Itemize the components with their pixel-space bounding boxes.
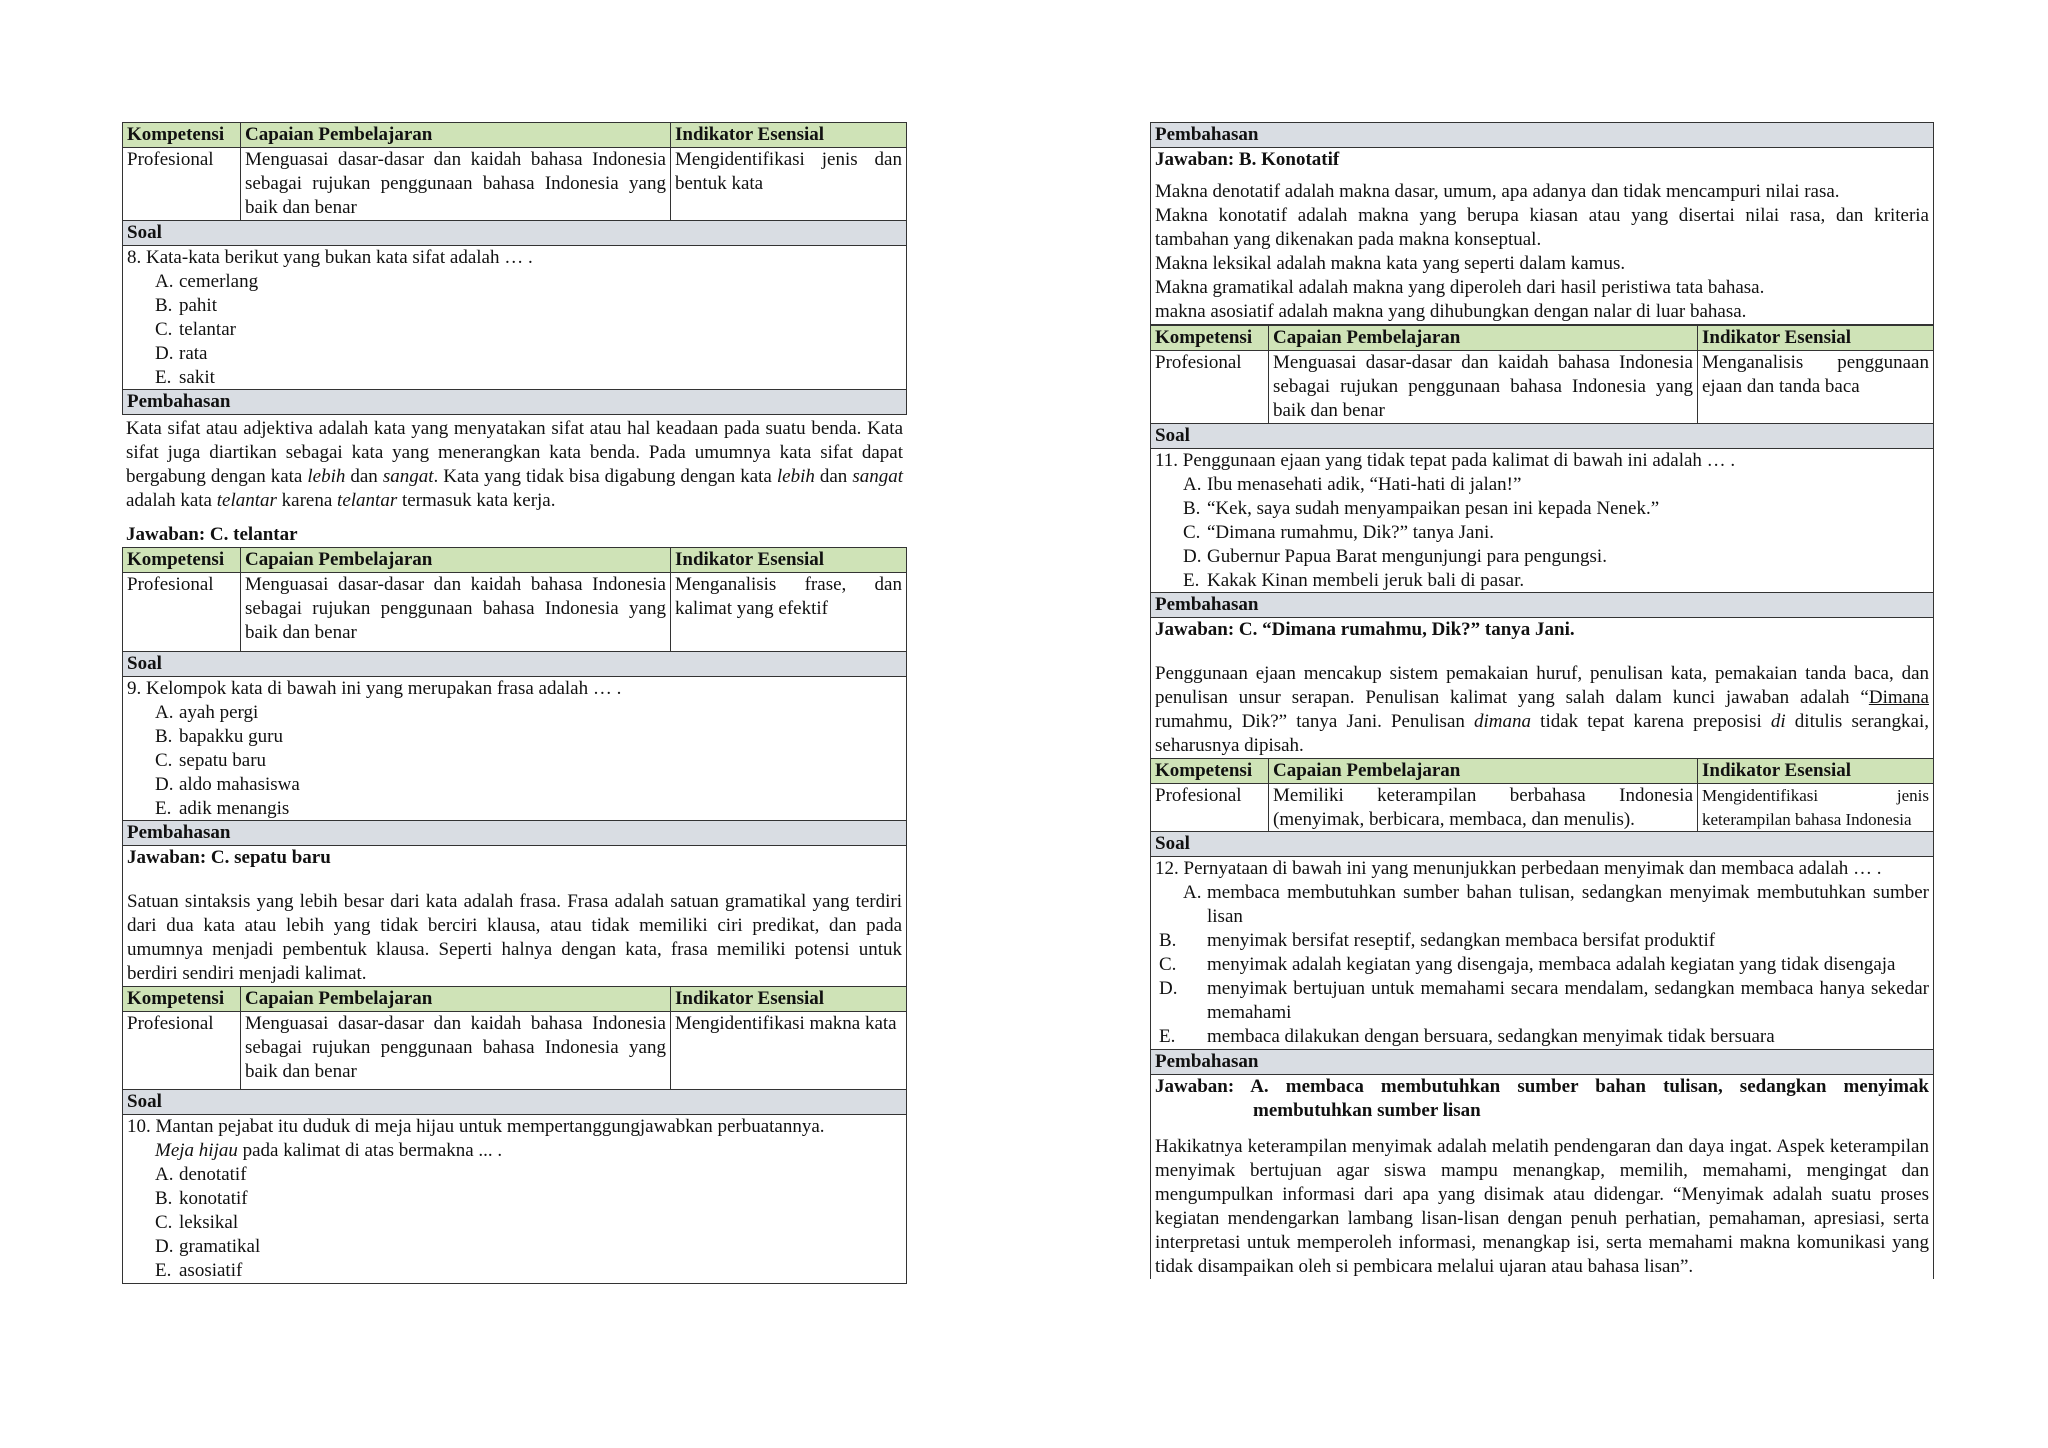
- option-c: C. leksikal: [155, 1212, 239, 1233]
- header-kompetensi: Kompetensi: [1151, 326, 1269, 351]
- cell-indikator: Menganalisis penggunaan ejaan dan tanda baca: [1698, 351, 1934, 424]
- explanation-line: Makna konotatif adalah makna yang berupa kiasan atau yang disertai nilai rasa, dan kriteria tambahan yang dikenakan pada makna konseptual.: [1155, 205, 1929, 250]
- question-9: [122, 677, 907, 822]
- soal-label: Soal: [122, 1089, 907, 1115]
- option-e: E. asosiatif: [155, 1260, 243, 1281]
- option-d: D. menyimak bertujuan untuk memahami secara mendalam, sedangkan membaca hanya sekedar memahami: [1159, 978, 1929, 1023]
- soal-label: Soal: [1150, 831, 1934, 857]
- question-text: 8. Kata-kata berikut yang bukan kata sifat adalah … .: [127, 246, 533, 268]
- competency-table-3: [122, 986, 907, 1091]
- cell-kompetensi: Profesional: [123, 573, 241, 652]
- header-kompetensi: Kompetensi: [1151, 758, 1269, 783]
- question-8: [122, 246, 907, 391]
- explanation-text: Penggunaan ejaan mencakup sistem pemakaian huruf, penulisan kata, pemakaian tanda baca, dan penulisan unsur serapan. Penulisan kalimat yang salah dalam kunci jawaban adalah “Dimana rumahmu, Dik?” tanya Jani. Penulisan dimana tidak tepat karena preposisi di ditulis serangkai, seharusnya dipisah.: [1155, 663, 1929, 756]
- question-11: [1150, 449, 1934, 594]
- option-b: B. menyimak bersifat reseptif, sedangkan membaca bersifat produktif: [1159, 930, 1716, 951]
- question-10: [122, 1115, 907, 1284]
- question-text: 12. Pernyataan di bawah ini yang menunjukkan perbedaan menyimak dan membaca adalah … .: [1155, 858, 1882, 879]
- option-e: E. adik menangis: [155, 797, 290, 819]
- explanation-text: Satuan sintaksis yang lebih besar dari kata adalah frasa. Frasa adalah satuan gramatikal yang terdiri dari dua kata atau lebih yang tidak berciri klausa, atau tidak memiliki ciri predikat, dan pada umumnya menjadi pembentuk klausa. Seperti halnya dengan kata, frasa memiliki potensi untuk berdiri sendiri menjadi kalimat.: [127, 891, 902, 984]
- header-indikator: Indikator Esensial: [671, 986, 907, 1011]
- cell-kompetensi: Profesional: [123, 148, 241, 221]
- option-d: D. aldo mahasiswa: [155, 773, 300, 795]
- question-text-2: Meja hijau pada kalimat di atas bermakna ... .: [155, 1140, 503, 1161]
- explanation-10: [1150, 148, 1934, 325]
- explanation-line: Makna leksikal adalah makna kata yang seperti dalam kamus.: [1155, 253, 1626, 274]
- pembahasan-label: Pembahasan: [122, 820, 907, 846]
- cell-kompetensi: Profesional: [123, 1011, 241, 1090]
- option-d: D. rata: [155, 342, 208, 364]
- question-12: [1150, 857, 1934, 1050]
- option-a: A. denotatif: [155, 1164, 247, 1185]
- explanation-8: [122, 415, 907, 547]
- option-list: [127, 270, 902, 390]
- explanation-12: [1150, 1075, 1934, 1279]
- header-kompetensi: Kompetensi: [123, 548, 241, 573]
- option-a: A. ayah pergi: [155, 701, 259, 723]
- soal-label: Soal: [1150, 423, 1934, 449]
- cell-capaian: Memiliki keterampilan berbahasa Indonesia (menyimak, berbicara, membaca, dan menulis).: [1269, 783, 1698, 832]
- pembahasan-label: Pembahasan: [1150, 122, 1934, 148]
- option-c: C. telantar: [155, 318, 236, 340]
- cell-kompetensi: Profesional: [1151, 783, 1269, 832]
- option-b: B. pahit: [155, 294, 217, 316]
- cell-indikator: Menganalisis frase, dan kalimat yang efektif: [671, 573, 907, 652]
- cell-indikator: Mengidentifikasi makna kata: [671, 1011, 907, 1090]
- cell-kompetensi: Profesional: [1151, 351, 1269, 424]
- competency-table-1: [122, 122, 907, 221]
- explanation-9: [122, 846, 907, 987]
- header-indikator: Indikator Esensial: [671, 548, 907, 573]
- header-capaian: Capaian Pembelajaran: [241, 986, 671, 1011]
- explanation-11: [1150, 618, 1934, 759]
- question-text: 11. Penggunaan ejaan yang tidak tepat pada kalimat di bawah ini adalah … .: [1155, 449, 1736, 471]
- cell-indikator: Mengidentifikasi jenis keterampilan bahasa Indonesia: [1698, 783, 1934, 832]
- header-indikator: Indikator Esensial: [1698, 758, 1934, 783]
- option-list: [1155, 473, 1929, 593]
- question-text: 10. Mantan pejabat itu duduk di meja hijau untuk mempertanggungjawabkan perbuatannya.: [127, 1116, 825, 1137]
- header-indikator: Indikator Esensial: [1698, 326, 1934, 351]
- answer-10: Jawaban: B. Konotatif: [1155, 149, 1340, 170]
- explanation-line: Makna gramatikal adalah makna yang diperoleh dari hasil peristiwa tata bahasa.: [1155, 277, 1765, 298]
- soal-label: Soal: [122, 651, 907, 677]
- option-list: [1155, 881, 1929, 1049]
- answer-11: Jawaban: C. “Dimana rumahmu, Dik?” tanya Jani.: [1155, 619, 1575, 640]
- option-c: C. sepatu baru: [155, 749, 267, 771]
- header-indikator: Indikator Esensial: [671, 123, 907, 148]
- option-b: B. bapakku guru: [155, 725, 283, 747]
- option-a: A. membaca membutuhkan sumber bahan tulisan, sedangkan menyimak membutuhkan sumber lisan: [1183, 882, 1929, 927]
- competency-table-2: [122, 547, 907, 652]
- option-b: B. “Kek, saya sudah menyampaikan pesan ini kepada Nenek.”: [1183, 497, 1660, 519]
- header-capaian: Capaian Pembelajaran: [1269, 758, 1698, 783]
- right-page: [1150, 122, 1934, 1279]
- explanation-line: makna asosiatif adalah makna yang dihubungkan dengan nalar di luar bahasa.: [1155, 301, 1747, 322]
- answer-12: Jawaban: A. membaca membutuhkan sumber bahan tulisan, sedangkan menyimak membutuhkan sumber lisan: [1155, 1075, 1929, 1121]
- option-e: E. Kakak Kinan membeli jeruk bali di pasar.: [1183, 569, 1525, 591]
- cell-capaian: Menguasai dasar-dasar dan kaidah bahasa Indonesia sebagai rujukan penggunaan bahasa Indonesia yang baik dan benar: [241, 573, 671, 652]
- left-page: [122, 122, 907, 1284]
- header-capaian: Capaian Pembelajaran: [241, 123, 671, 148]
- option-a: A. cemerlang: [155, 270, 259, 292]
- option-e: E. membaca dilakukan dengan bersuara, sedangkan menyimak tidak bersuara: [1159, 1026, 1775, 1047]
- option-b: B. konotatif: [155, 1188, 248, 1209]
- option-e: E. sakit: [155, 366, 215, 388]
- option-list: [127, 1163, 902, 1283]
- answer-9: Jawaban: C. sepatu baru: [127, 847, 331, 868]
- cell-capaian: Menguasai dasar-dasar dan kaidah bahasa Indonesia sebagai rujukan penggunaan bahasa Indonesia yang baik dan benar: [241, 148, 671, 221]
- option-a: A. Ibu menasehati adik, “Hati-hati di jalan!”: [1183, 473, 1522, 495]
- pembahasan-label: Pembahasan: [1150, 1049, 1934, 1075]
- pembahasan-label: Pembahasan: [1150, 592, 1934, 618]
- explanation-text: Kata sifat atau adjektiva adalah kata yang menyatakan sifat atau hal keadaan pada suatu benda. Kata sifat juga diartikan sebagai kata yang menerangkan kata benda. Pada umumnya kata sifat dapat bergabung dengan kata lebih dan sangat. Kata yang tidak bisa digabung dengan kata lebih dan sangat adalah kata telantar karena telantar termasuk kata kerja.: [126, 418, 903, 511]
- cell-indikator: Mengidentifikasi jenis dan bentuk kata: [671, 148, 907, 221]
- explanation-line: Makna denotatif adalah makna dasar, umum, apa adanya dan tidak mencampuri nilai rasa.: [1155, 181, 1840, 202]
- header-capaian: Capaian Pembelajaran: [1269, 326, 1698, 351]
- explanation-text: Hakikatnya keterampilan menyimak adalah melatih pendengaran dan daya ingat. Aspek keterampilan menyimak bertujuan agar siswa mampu menangkap, memilih, memahami, mengingat dan mengumpulkan informasi dari apa yang disimak atau didengar. “Menyimak adalah suatu proses kegiatan mendengarkan lambang lisan-lisan dengan penuh perhatian, pemahaman, apresiasi, serta interpretasi untuk memperoleh informasi, menangkap isi, serta memahami makna komunikasi yang tidak disampaikan oleh si pembicara melalui ujaran atau bahasa lisan”.: [1155, 1135, 1929, 1277]
- cell-capaian: Menguasai dasar-dasar dan kaidah bahasa Indonesia sebagai rujukan penggunaan bahasa Indonesia yang baik dan benar: [1269, 351, 1698, 424]
- cell-capaian: Menguasai dasar-dasar dan kaidah bahasa Indonesia sebagai rujukan penggunaan bahasa Indonesia yang baik dan benar: [241, 1011, 671, 1090]
- option-c: C. menyimak adalah kegiatan yang disengaja, membaca adalah kegiatan yang tidak disengaja: [1159, 954, 1896, 975]
- header-capaian: Capaian Pembelajaran: [241, 548, 671, 573]
- question-text: 9. Kelompok kata di bawah ini yang merupakan frasa adalah … .: [127, 677, 622, 699]
- option-d: D. gramatikal: [155, 1236, 261, 1257]
- option-c: C. “Dimana rumahmu, Dik?” tanya Jani.: [1183, 521, 1495, 543]
- pembahasan-label: Pembahasan: [122, 389, 907, 415]
- competency-table-4: [1150, 325, 1934, 424]
- answer-8: Jawaban: C. telantar: [126, 524, 298, 545]
- header-kompetensi: Kompetensi: [123, 986, 241, 1011]
- option-d: D. Gubernur Papua Barat mengunjungi para pengungsi.: [1183, 545, 1607, 567]
- soal-label: Soal: [122, 220, 907, 246]
- option-list: [127, 701, 902, 821]
- header-kompetensi: Kompetensi: [123, 123, 241, 148]
- competency-table-5: [1150, 758, 1934, 833]
